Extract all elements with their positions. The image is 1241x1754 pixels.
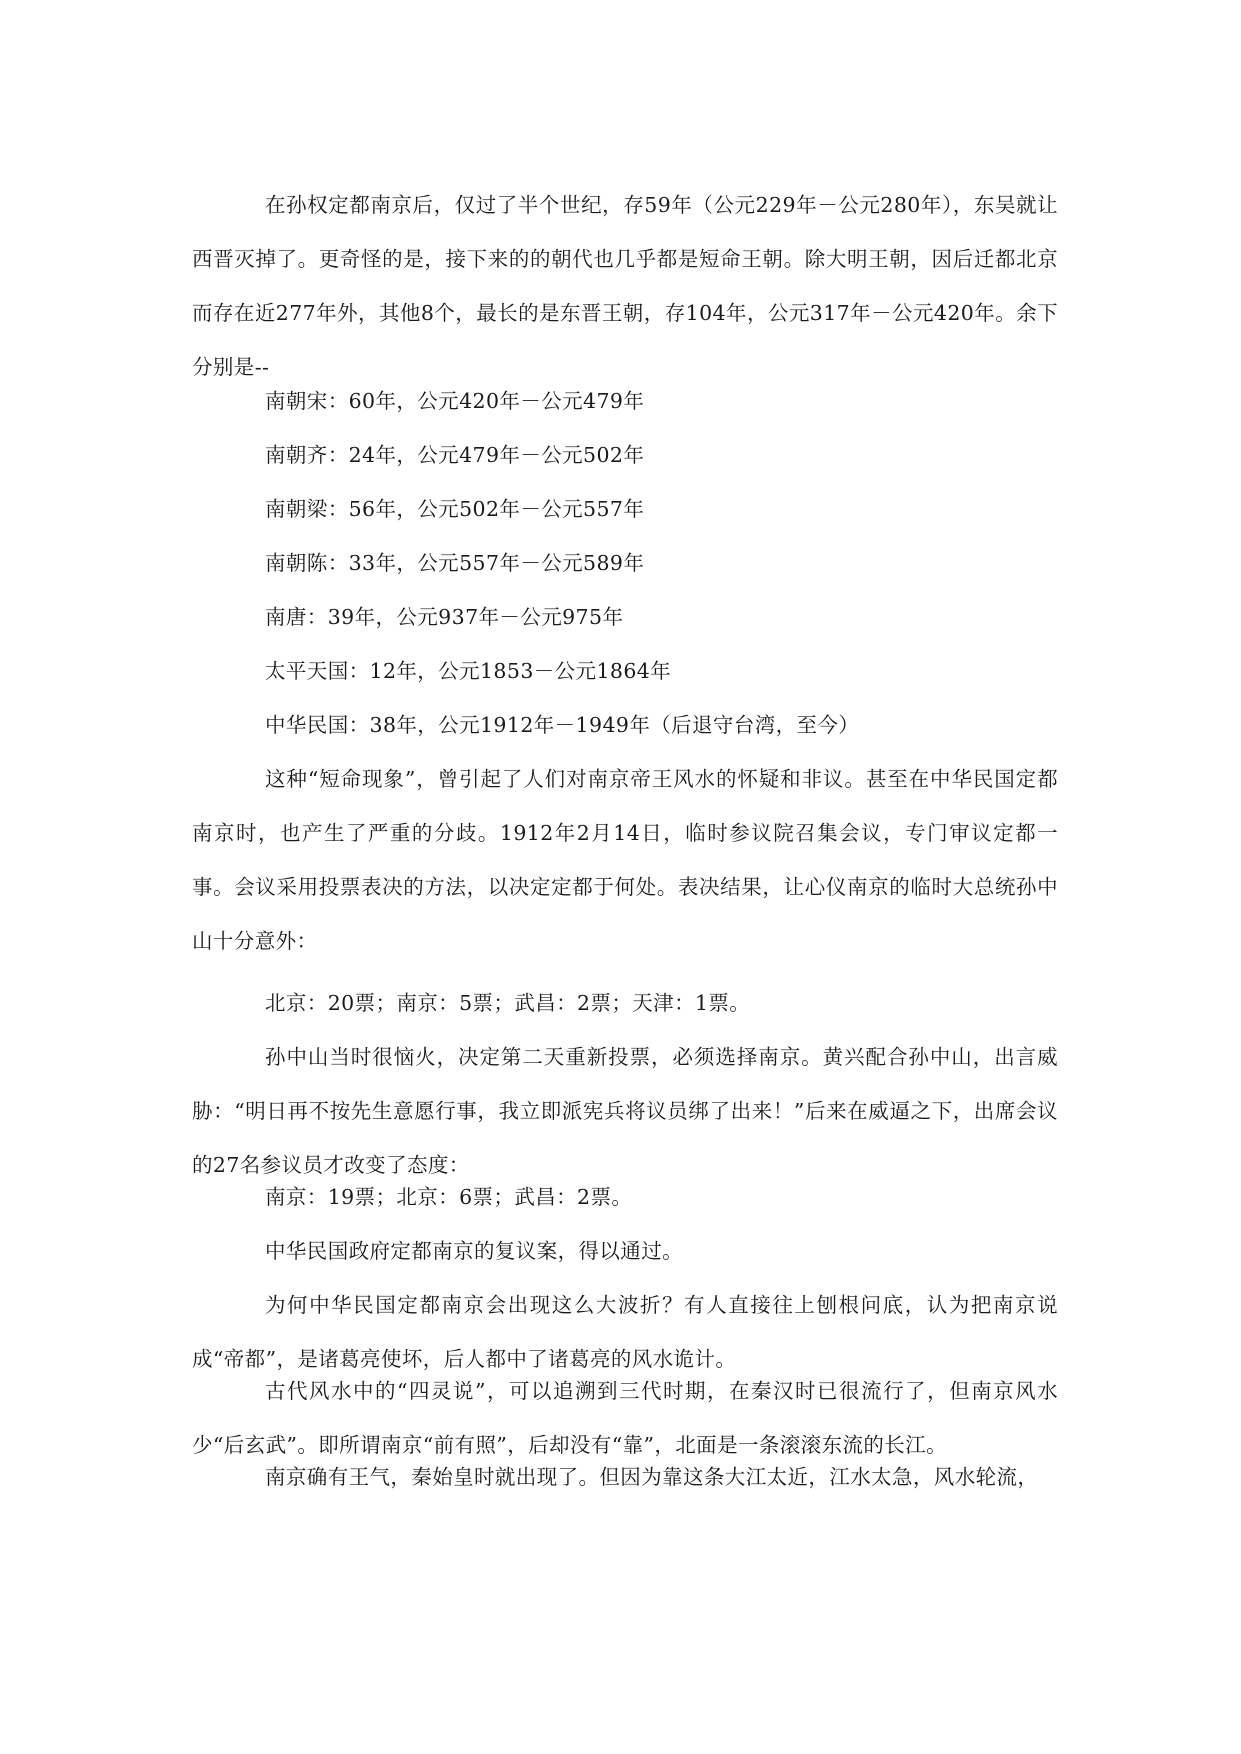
paragraph-royal-qi: 南京确有王气，秦始皇时就出现了。但因为靠这条大江太近，江水太急，风水轮流， xyxy=(265,1465,1039,1489)
paragraph-four-spirits: 古代风水中的“四灵说”，可以追溯到三代时期，在秦汉时已很流行了，但南京风水少“后玄武”。即所谓南京“前有照”，后却没有“靠”，北面是一条滚滚东流的长江。 xyxy=(192,1379,1058,1457)
dynasty-line-qi: 南朝齐：24年，公元479年－公元502年 xyxy=(265,443,645,467)
paragraph-sun-yatsen-revote: 孙中山当时很恼火，决定第二天重新投票，必须选择南京。黄兴配合孙中山，出言威胁：“明日再不按先生意愿行事，我立即派宪兵将议员绑了出来！”后来在威逼之下，出席会议的27名参议员才改变了态度： xyxy=(192,1045,1058,1177)
dynasty-line-song: 南朝宋：60年，公元420年－公元479年 xyxy=(265,389,645,413)
dynasty-line-liang: 南朝梁：56年，公元502年－公元557年 xyxy=(265,497,645,521)
paragraph-short-lived-phenomenon: 这种“短命现象”，曾引起了人们对南京帝王风水的怀疑和非议。甚至在中华民国定都南京时，也产生了严重的分歧。1912年2月14日，临时参议院召集会议，专门审议定都一事。会议采用投票表决的方法，以决定定都于何处。表决结果，让心仪南京的临时大总统孙中山十分意外： xyxy=(192,767,1058,953)
paragraph-motion-passed: 中华民国政府定都南京的复议案，得以通过。 xyxy=(265,1239,683,1263)
vote-result-first: 北京：20票；南京：5票；武昌：2票；天津：1票。 xyxy=(265,991,751,1015)
vote-result-second: 南京：19票；北京：6票；武昌：2票。 xyxy=(265,1185,633,1209)
dynasty-line-nantang: 南唐：39年，公元937年－公元975年 xyxy=(265,605,624,629)
dynasty-line-roc: 中华民国：38年，公元1912年－1949年（后退守台湾，至今） xyxy=(265,713,860,737)
paragraph-dynasties-intro: 在孙权定都南京后，仅过了半个世纪，存59年（公元229年－公元280年），东吴就让西晋灭掉了。更奇怪的是，接下来的的朝代也几乎都是短命王朝。除大明王朝，因后迁都北京而存在近277年外，其他8个，最长的是东晋王朝，存104年，公元317年－公元420年。余下分别是-- xyxy=(192,193,1058,379)
paragraph-zhuge-liang-theory: 为何中华民国定都南京会出现这么大波折？有人直接往上刨根问底，认为把南京说成“帝都”，是诸葛亮使坏，后人都中了诸葛亮的风水诡计。 xyxy=(192,1293,1058,1371)
dynasty-line-chen: 南朝陈：33年，公元557年－公元589年 xyxy=(265,551,645,575)
dynasty-line-taiping: 太平天国：12年，公元1853－公元1864年 xyxy=(265,659,672,683)
